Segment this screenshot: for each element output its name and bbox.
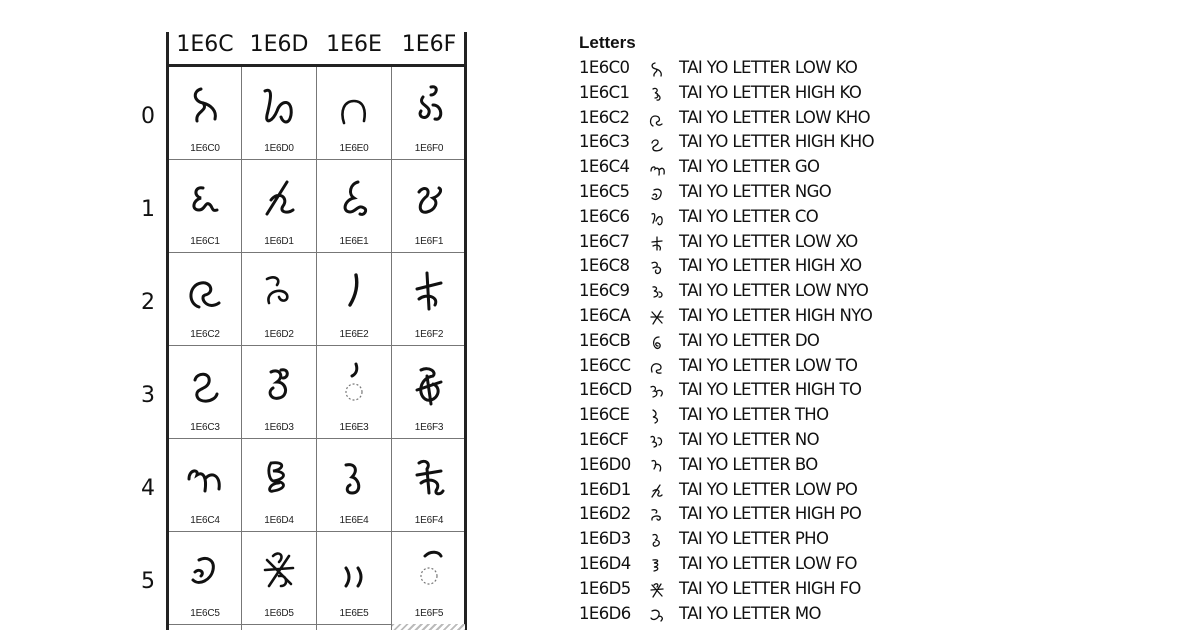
list-item [579, 552, 1179, 577]
cell-codepoint: 1E6D1 [264, 236, 294, 247]
list-item [579, 180, 1179, 205]
entry-codepoint: 1E6C8 [579, 256, 630, 276]
tai-yo-glyph-icon [649, 531, 665, 549]
chart-cell [317, 160, 391, 253]
chart-cell [242, 160, 316, 253]
entry-character-name: TAI YO LETTER HIGH XO [679, 256, 862, 276]
entry-character-name: TAI YO LETTER THO [679, 405, 829, 425]
tai-yo-glyph-icon [409, 267, 449, 319]
tai-yo-glyph-icon [409, 360, 449, 412]
tai-yo-glyph-icon [334, 360, 374, 412]
cell-codepoint: 1E6C5 [190, 608, 220, 619]
entry-codepoint: 1E6D4 [579, 553, 631, 573]
section-heading: Letters [579, 33, 636, 52]
tai-yo-glyph-icon [649, 159, 665, 177]
list-item [579, 279, 1179, 304]
chart-cell [392, 439, 466, 532]
list-item [579, 428, 1179, 453]
chart-cell [317, 346, 391, 439]
entry-character-name: TAI YO LETTER HIGH NYO [679, 305, 873, 325]
tai-yo-glyph-icon [185, 174, 225, 226]
tai-yo-glyph-icon [649, 506, 665, 524]
tai-yo-glyph-icon [649, 556, 665, 574]
tai-yo-glyph-icon [649, 184, 665, 202]
tai-yo-glyph-icon [649, 482, 665, 500]
code-chart-grid [0, 0, 480, 630]
chart-cell [392, 160, 466, 253]
tai-yo-glyph-icon [334, 81, 374, 133]
tai-yo-glyph-icon [259, 453, 299, 505]
entry-codepoint: 1E6CB [579, 330, 631, 350]
cell-codepoint: 1E6E3 [339, 422, 369, 433]
list-item [579, 378, 1179, 403]
chart-cell [168, 346, 242, 439]
tai-yo-glyph-icon [334, 267, 374, 319]
entry-codepoint: 1E6D1 [579, 479, 631, 499]
entry-codepoint: 1E6C6 [579, 206, 630, 226]
chart-cell [392, 346, 466, 439]
entry-character-name: TAI YO LETTER LOW FO [679, 553, 857, 573]
tai-yo-glyph-icon [649, 407, 665, 425]
row-header: 0 [141, 104, 155, 129]
tai-yo-glyph-icon [334, 546, 374, 598]
entry-character-name: TAI YO LETTER MO [679, 603, 821, 623]
list-item [579, 81, 1179, 106]
entry-codepoint: 1E6D2 [579, 504, 631, 524]
entry-character-name: TAI YO LETTER HIGH FO [679, 578, 861, 598]
entry-codepoint: 1E6D0 [579, 454, 631, 474]
cell-codepoint: 1E6F2 [414, 329, 444, 340]
tai-yo-glyph-icon [259, 546, 299, 598]
entry-character-name: TAI YO LETTER NGO [679, 181, 832, 201]
cell-codepoint: 1E6D2 [264, 329, 294, 340]
column-header: 1E6F [401, 32, 457, 57]
cell-codepoint: 1E6F0 [414, 143, 444, 154]
list-item [579, 602, 1179, 627]
entry-character-name: TAI YO LETTER LOW PO [679, 479, 858, 499]
tai-yo-glyph-icon [649, 432, 665, 450]
list-item [579, 230, 1179, 255]
chart-cell [242, 253, 316, 346]
cell-codepoint: 1E6F4 [414, 515, 444, 526]
list-item [579, 205, 1179, 230]
chart-cell [242, 532, 316, 625]
entry-character-name: TAI YO LETTER NO [679, 429, 819, 449]
chart-cell [242, 67, 316, 160]
entry-codepoint: 1E6C2 [579, 107, 630, 127]
tai-yo-glyph-icon [185, 267, 225, 319]
list-item [579, 56, 1179, 81]
cell-codepoint: 1E6F1 [414, 236, 444, 247]
cell-codepoint: 1E6E1 [339, 236, 369, 247]
entry-character-name: TAI YO LETTER HIGH KO [679, 82, 862, 102]
entry-character-name: TAI YO LETTER PHO [679, 529, 829, 549]
tai-yo-glyph-icon [649, 134, 665, 152]
list-item [579, 254, 1179, 279]
entry-codepoint: 1E6CA [579, 305, 631, 325]
tai-yo-glyph-icon [649, 258, 665, 276]
tai-yo-glyph-icon [649, 308, 665, 326]
cell-codepoint: 1E6F5 [414, 608, 444, 619]
entry-codepoint: 1E6C0 [579, 58, 630, 77]
entry-codepoint: 1E6D5 [579, 578, 631, 598]
tai-yo-glyph-icon [409, 81, 449, 133]
tai-yo-glyph-icon [649, 283, 665, 301]
tai-yo-glyph-icon [334, 174, 374, 226]
tai-yo-glyph-icon [259, 267, 299, 319]
entry-codepoint: 1E6C3 [579, 132, 630, 152]
tai-yo-glyph-icon [409, 546, 449, 598]
entry-codepoint: 1E6C9 [579, 281, 630, 301]
entry-character-name: TAI YO LETTER BO [679, 454, 818, 474]
entry-codepoint: 1E6C1 [579, 82, 630, 102]
tai-yo-glyph-icon [334, 453, 374, 505]
chart-cell [317, 532, 391, 625]
cell-codepoint: 1E6E2 [339, 329, 369, 340]
tai-yo-glyph-icon [185, 453, 225, 505]
entry-codepoint: 1E6CD [579, 380, 632, 400]
column-header: 1E6C [176, 32, 234, 57]
cell-codepoint: 1E6D5 [264, 608, 294, 619]
entry-character-name: TAI YO LETTER LOW KO [679, 58, 858, 77]
list-item [579, 106, 1179, 131]
tai-yo-glyph-icon [649, 606, 665, 624]
row-header: 3 [141, 383, 155, 408]
chart-cell [168, 532, 242, 625]
entry-character-name: TAI YO LETTER DO [679, 330, 820, 350]
column-header: 1E6E [326, 32, 382, 57]
tai-yo-glyph-icon [259, 81, 299, 133]
reserved-cell-hatch [392, 624, 465, 630]
cell-codepoint: 1E6C2 [190, 329, 220, 340]
row-header: 4 [141, 476, 155, 501]
cell-codepoint: 1E6C3 [190, 422, 220, 433]
row-header: 2 [141, 290, 155, 315]
list-item [579, 155, 1179, 180]
tai-yo-glyph-icon [185, 81, 225, 133]
entry-codepoint: 1E6CC [579, 355, 631, 375]
list-item [579, 304, 1179, 329]
tai-yo-glyph-icon [649, 234, 665, 252]
tai-yo-glyph-icon [649, 457, 665, 475]
entry-character-name: TAI YO LETTER HIGH KHO [679, 132, 874, 152]
tai-yo-glyph-icon [409, 453, 449, 505]
entry-codepoint: 1E6C4 [579, 157, 630, 177]
cell-codepoint: 1E6F3 [414, 422, 444, 433]
entry-codepoint: 1E6D6 [579, 603, 631, 623]
tai-yo-glyph-icon [649, 333, 665, 351]
chart-cell [168, 67, 242, 160]
chart-cell [242, 346, 316, 439]
chart-cell [317, 253, 391, 346]
entry-codepoint: 1E6CE [579, 405, 630, 425]
row-header: 1 [141, 197, 155, 222]
tai-yo-glyph-icon [185, 360, 225, 412]
cell-codepoint: 1E6E0 [339, 143, 369, 154]
names-list-entries [579, 56, 1179, 626]
list-item [579, 403, 1179, 428]
entry-character-name: TAI YO LETTER HIGH TO [679, 380, 862, 400]
tai-yo-glyph-icon [649, 60, 665, 78]
cell-codepoint: 1E6C0 [190, 143, 220, 154]
list-item [579, 577, 1179, 602]
entry-character-name: TAI YO LETTER GO [679, 157, 820, 177]
tai-yo-glyph-icon [259, 174, 299, 226]
chart-cell [317, 439, 391, 532]
tai-yo-glyph-icon [649, 581, 665, 599]
list-item [579, 453, 1179, 478]
chart-cell [392, 253, 466, 346]
chart-cell [392, 67, 466, 160]
cell-codepoint: 1E6E5 [339, 608, 369, 619]
entry-codepoint: 1E6C5 [579, 181, 630, 201]
entry-character-name: TAI YO LETTER LOW TO [679, 355, 858, 375]
cell-codepoint: 1E6D3 [264, 422, 294, 433]
tai-yo-glyph-icon [649, 85, 665, 103]
tai-yo-glyph-icon [649, 382, 665, 400]
chart-cell [168, 160, 242, 253]
list-item [579, 329, 1179, 354]
list-item [579, 130, 1179, 155]
entry-character-name: TAI YO LETTER LOW XO [679, 231, 858, 251]
row-header: 5 [141, 569, 155, 594]
chart-cell [168, 253, 242, 346]
entry-character-name: TAI YO LETTER HIGH PO [679, 504, 862, 524]
chart-cell [392, 532, 466, 625]
tai-yo-glyph-icon [649, 358, 665, 376]
entry-codepoint: 1E6CF [579, 429, 629, 449]
entry-character-name: TAI YO LETTER LOW KHO [679, 107, 870, 127]
entry-codepoint: 1E6D3 [579, 529, 631, 549]
tai-yo-glyph-icon [185, 546, 225, 598]
chart-cell [317, 67, 391, 160]
names-list [579, 30, 1179, 626]
cell-codepoint: 1E6D0 [264, 143, 294, 154]
cell-codepoint: 1E6E4 [339, 515, 369, 526]
entry-codepoint: 1E6C7 [579, 231, 630, 251]
list-item [579, 527, 1179, 552]
tai-yo-glyph-icon [409, 174, 449, 226]
cell-codepoint: 1E6D4 [264, 515, 294, 526]
cell-codepoint: 1E6C1 [190, 236, 220, 247]
tai-yo-glyph-icon [649, 110, 665, 128]
tai-yo-glyph-icon [649, 209, 665, 227]
entry-character-name: TAI YO LETTER LOW NYO [679, 281, 869, 301]
chart-cell [242, 439, 316, 532]
entry-character-name: TAI YO LETTER CO [679, 206, 819, 226]
chart-cell [168, 439, 242, 532]
cell-codepoint: 1E6C4 [190, 515, 220, 526]
list-item [579, 502, 1179, 527]
tai-yo-glyph-icon [259, 360, 299, 412]
list-item [579, 354, 1179, 379]
list-item [579, 478, 1179, 503]
column-header: 1E6D [249, 32, 309, 57]
